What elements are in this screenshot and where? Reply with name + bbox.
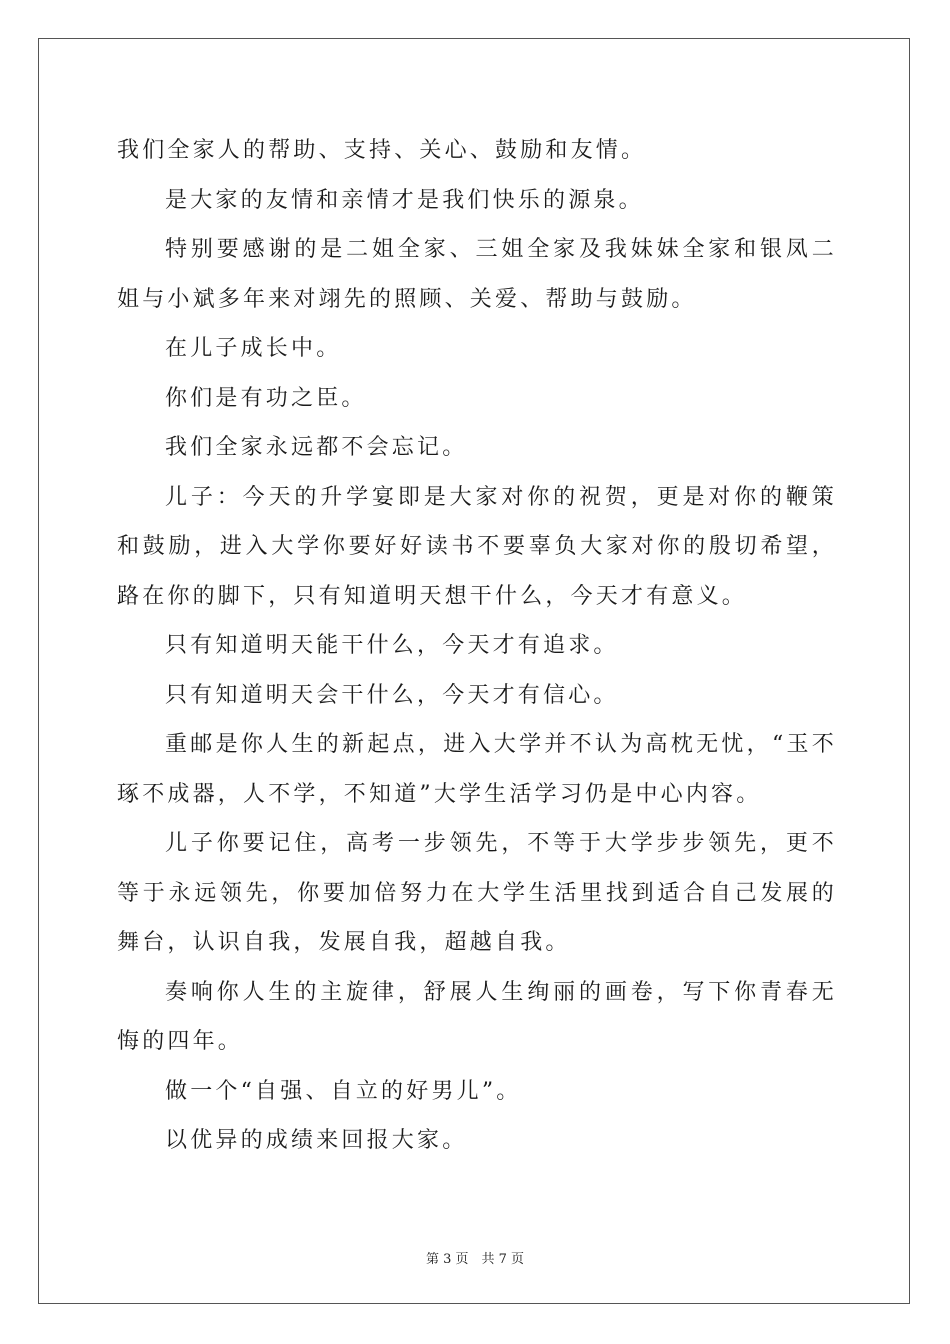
paragraph-7: 儿子：今天的升学宴即是大家对你的祝贺，更是对你的鞭策和鼓励，进入大学你要好好读书不要辜负大家对你的殷切希望，路在你的脚下，只有知道明天想干什么，今天才有意义。 xyxy=(117,484,837,609)
paragraph-8: 只有知道明天能干什么，今天才有追求。 xyxy=(165,633,619,658)
paragraph-5: 你们是有功之臣。 xyxy=(165,385,367,411)
paragraph-4: 在儿子成长中。 xyxy=(165,336,342,361)
paragraph-11: 儿子你要记住，高考一步领先，不等于大学步步领先，更不等于永远领先，你要加倍努力在大学生活里找到适合自己发展的舞台，认识自我，发展自我，超越自我。 xyxy=(117,831,837,955)
paragraph-12: 奏响你人生的主旋律，舒展人生绚丽的画卷，写下你青春无悔的四年。 xyxy=(117,979,837,1054)
paragraph-14: 以优异的成绩来回报大家。 xyxy=(165,1128,468,1153)
paragraph-3: 特别要感谢的是二姐全家、三姐全家及我妹妹全家和银凤二姐与小斌多年来对翊先的照顾、关爱、帮助与鼓励。 xyxy=(117,237,837,312)
paragraph-1: 我们全家人的帮助、支持、关心、鼓励和友情。 xyxy=(117,138,647,163)
document-body xyxy=(117,126,837,1166)
paragraph-13: 做一个“自强、自立的好男儿”。 xyxy=(165,1078,522,1104)
paragraph-6: 我们全家永远都不会忘记。 xyxy=(165,435,468,460)
page-number-footer: 第 3 页 共 7 页 xyxy=(425,1252,525,1267)
paragraph-9: 只有知道明天会干什么，今天才有信心。 xyxy=(165,682,619,708)
paragraph-10: 重邮是你人生的新起点，进入大学并不认为高枕无忧，“玉不琢不成器，人不学，不知道”大学生活学习仍是中心内容。 xyxy=(117,732,837,807)
paragraph-2: 是大家的友情和亲情才是我们快乐的源泉。 xyxy=(165,187,644,213)
